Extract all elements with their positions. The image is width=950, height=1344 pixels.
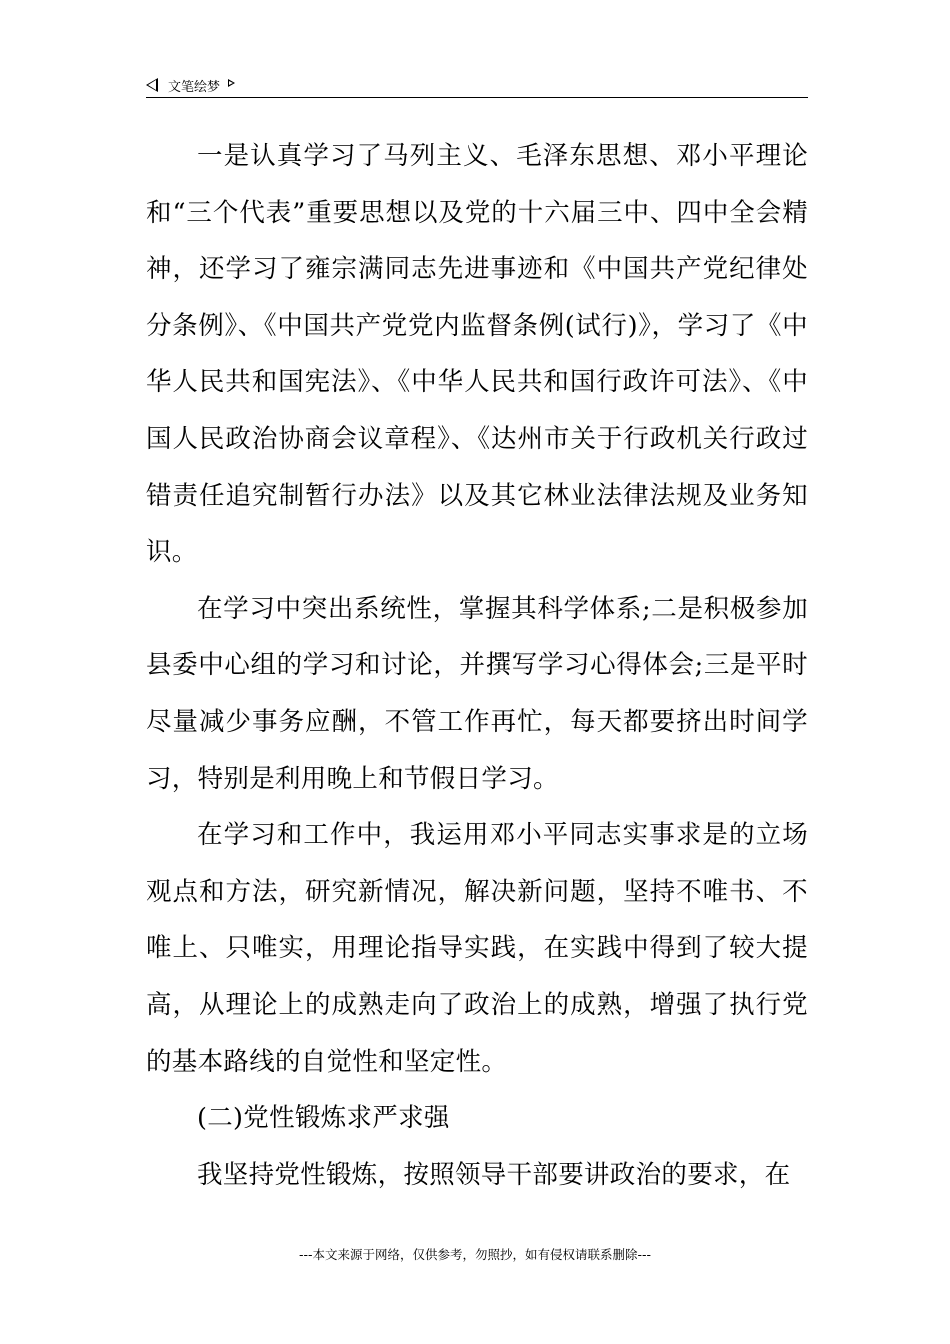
paragraph: 在学习和工作中，我运用邓小平同志实事求是的立场观点和方法，研究新情况，解决新问题，坚持不唯书、不唯上、只唯实，用理论指导实践，在实践中得到了较大提高，从理论上的成熟走向了政治上的成熟，增强了执行党的基本路线的自觉性和坚定性。 bbox=[146, 820, 808, 1077]
section-heading: (二)党性锻炼求严求强 bbox=[197, 1103, 450, 1134]
page-header bbox=[146, 74, 808, 98]
document-body bbox=[146, 128, 808, 1203]
header-divider bbox=[146, 97, 808, 98]
footer-notice: ---本文来源于网络，仅供参考，勿照抄，如有侵权请联系删除--- bbox=[298, 1247, 652, 1262]
paragraph: 一是认真学习了马列主义、毛泽东思想、邓小平理论和“三个代表”重要思想以及党的十六届三中、四中全会精神，还学习了雍宗满同志先进事迹和《中国共产党纪律处分条例》、《中国共产党党内监督条例(试行)》，学习了《中华人民共和国宪法》、《中华人民共和国行政许可法》、《中国人民政治协商会议章程》、《达州市关于行政机关行政过错责任追究制暂行办法》以及其它林业法律法规及业务知识。 bbox=[146, 141, 808, 568]
paragraph: 我坚持党性锻炼，按照领导干部要讲政治的要求，在 bbox=[197, 1159, 791, 1190]
triangle-left-icon bbox=[146, 78, 158, 92]
header-brand bbox=[146, 74, 235, 96]
paragraph: 在学习中突出系统性，掌握其科学体系;二是积极参加县委中心组的学习和讨论，并撰写学习心得体会;三是平时尽量减少事务应酬，不管工作再忙，每天都要挤出时间学习，特别是利用晚上和节假日学习。 bbox=[146, 593, 808, 794]
header-brand-text: 文笔绘梦 bbox=[168, 79, 221, 95]
triangle-right-icon bbox=[228, 79, 235, 87]
